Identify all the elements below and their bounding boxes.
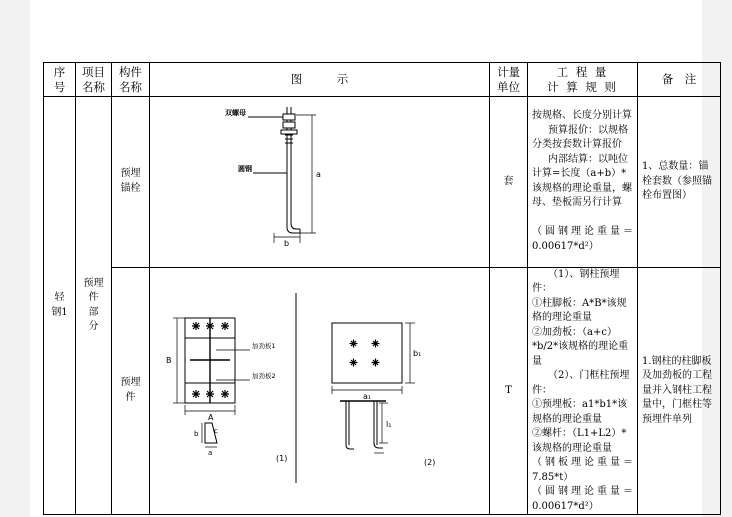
label-b-small: b xyxy=(194,430,199,438)
figure-embedded-plate xyxy=(150,267,490,515)
header-figure: 图 示 xyxy=(150,63,490,97)
embedded-plate-drawing xyxy=(150,293,490,483)
part-embedded-plate: 预埋 件 xyxy=(112,267,150,515)
label-l1: l₁ xyxy=(386,420,392,429)
label-figure-2: (2) xyxy=(424,458,436,467)
unit-embedded-plate: T xyxy=(490,267,528,515)
label-B: B xyxy=(166,356,172,365)
part-anchor-bolt: 预埋 锚栓 xyxy=(112,97,150,268)
label-b1: b₁ xyxy=(413,349,422,358)
label-c: c xyxy=(214,427,218,435)
header-seq: 序 号 xyxy=(44,63,76,97)
table-row xyxy=(44,267,721,515)
anchor-bolt-drawing xyxy=(150,97,490,261)
figure-anchor-bolt xyxy=(150,97,490,268)
label-rod: 圆钢 xyxy=(238,165,252,173)
header-quantity: 工 程 量 计 算 规 则 xyxy=(528,63,638,97)
label-figure-1: (1) xyxy=(276,454,288,463)
table-row xyxy=(44,97,721,268)
header-unit: 计量 单位 xyxy=(490,63,528,97)
unit-anchor-bolt: 套 xyxy=(490,97,528,268)
label-a: a xyxy=(316,170,321,179)
remark-anchor-bolt: 1、总数量：锚栓套数（参照锚栓布置图） xyxy=(638,97,721,268)
label-nut: 双螺母 xyxy=(225,109,246,117)
quantity-rules-table xyxy=(43,62,721,515)
label-stiffener-1: 加劲板1 xyxy=(252,342,276,350)
label-stiffener-2: 加劲板2 xyxy=(252,372,276,380)
header-remark: 备 注 xyxy=(638,63,721,97)
header-part: 构件 名称 xyxy=(112,63,150,97)
label-b: b xyxy=(284,239,290,248)
label-A: A xyxy=(208,413,214,422)
header-item: 项目 名称 xyxy=(76,63,112,97)
label-a1: a₁ xyxy=(363,392,372,401)
rule-embedded-plate: （1）、钢柱预埋件： ①柱脚板：A*B*该规格的理论重量 ②加劲板：（a+c）*b/2*该规格的理论重量 （2）、门框柱预埋件： ①预埋板：a1*b1*该规格的理论重量 ②螺杆：（L1+L2）*该规格的理论重量 （钢板理论重量＝7.85*t） （圆钢理论重量＝0.00617*d²） xyxy=(528,267,638,515)
label-a-small: a xyxy=(208,449,213,457)
remark-embedded-plate: 1.钢柱的柱脚板及加劲板的工程量并入钢柱工程量中，门框柱等预埋件单列 xyxy=(638,267,721,515)
group-seq: 轻 钢1 xyxy=(44,97,76,515)
rule-anchor-bolt: 按规格、长度分别计算 预算报价：以规格分类按套数计算报价 内部结算：以吨位计算=长度（a+b）*该规格的理论重量，螺母、垫板需另行计算 （圆钢理论重量＝0.00617*d²） xyxy=(528,97,638,268)
group-item: 预理 件 部 分 xyxy=(76,97,112,515)
header-row xyxy=(44,63,721,97)
